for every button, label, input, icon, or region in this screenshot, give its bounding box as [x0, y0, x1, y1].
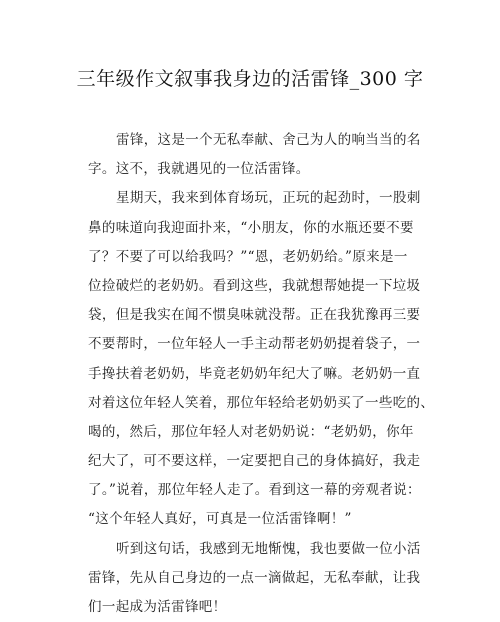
paragraph-line: 手搀扶着老奶奶，毕竟老奶奶年纪大了嘛。老奶奶一直 [88, 365, 421, 382]
paragraph-line: 听到这句话，我感到无地惭愧，我也要做一位小活 [116, 540, 421, 557]
paragraph-line: 字。这不，我就遇见的一位活雷锋。 [88, 161, 310, 178]
paragraph-line: 不要帮时，一位年轻人一手主动帮老奶奶提着袋子，一 [88, 336, 421, 353]
paragraph-line: 喝的，然后，那位年轻人对老奶奶说：“老奶奶，你年 [88, 423, 414, 440]
document-body [88, 126, 435, 622]
paragraph-line: “这个年轻人真好，可真是一位活雷锋啊！” [88, 511, 352, 528]
paragraph-line: 了？不要了可以给我吗？”“恩，老奶奶给。”原来是一 [88, 248, 408, 265]
paragraph-line: 位捡破烂的老奶奶。看到这些，我就想帮她提一下垃圾 [88, 277, 421, 294]
paragraph-line: 纪大了，可不要这样，一定要把自己的身体搞好，我走 [88, 453, 421, 470]
paragraph-line: 了。”说着，那位年轻人走了。看到这一幕的旁观者说： [88, 482, 421, 499]
paragraph-line: 雷锋，先从自己身边的一点一滴做起，无私奉献，让我 [88, 569, 421, 586]
paragraph-line: 鼻的味道向我迎面扑来，“小朋友，你的水瓶还要不要 [88, 219, 414, 236]
paragraph-line: 们一起成为活雷锋吧！ [88, 599, 227, 615]
paragraph-line: 雷锋，这是一个无私奉献、舍己为人的响当当的名 [116, 132, 421, 148]
paragraph-line: 袋，但是我实在闻不惯臭味就没帮。正在我犹豫再三要 [88, 307, 421, 324]
paragraph-line: 星期天，我来到体育场玩，正玩的起劲时，一股刺 [116, 190, 421, 207]
document-title: 三年级作文叙事我身边的活雷锋_300 字 [76, 68, 424, 90]
paragraph-line: 对着这位年轻人笑着，那位年轻给老奶奶买了一些吃的、 [88, 394, 435, 411]
